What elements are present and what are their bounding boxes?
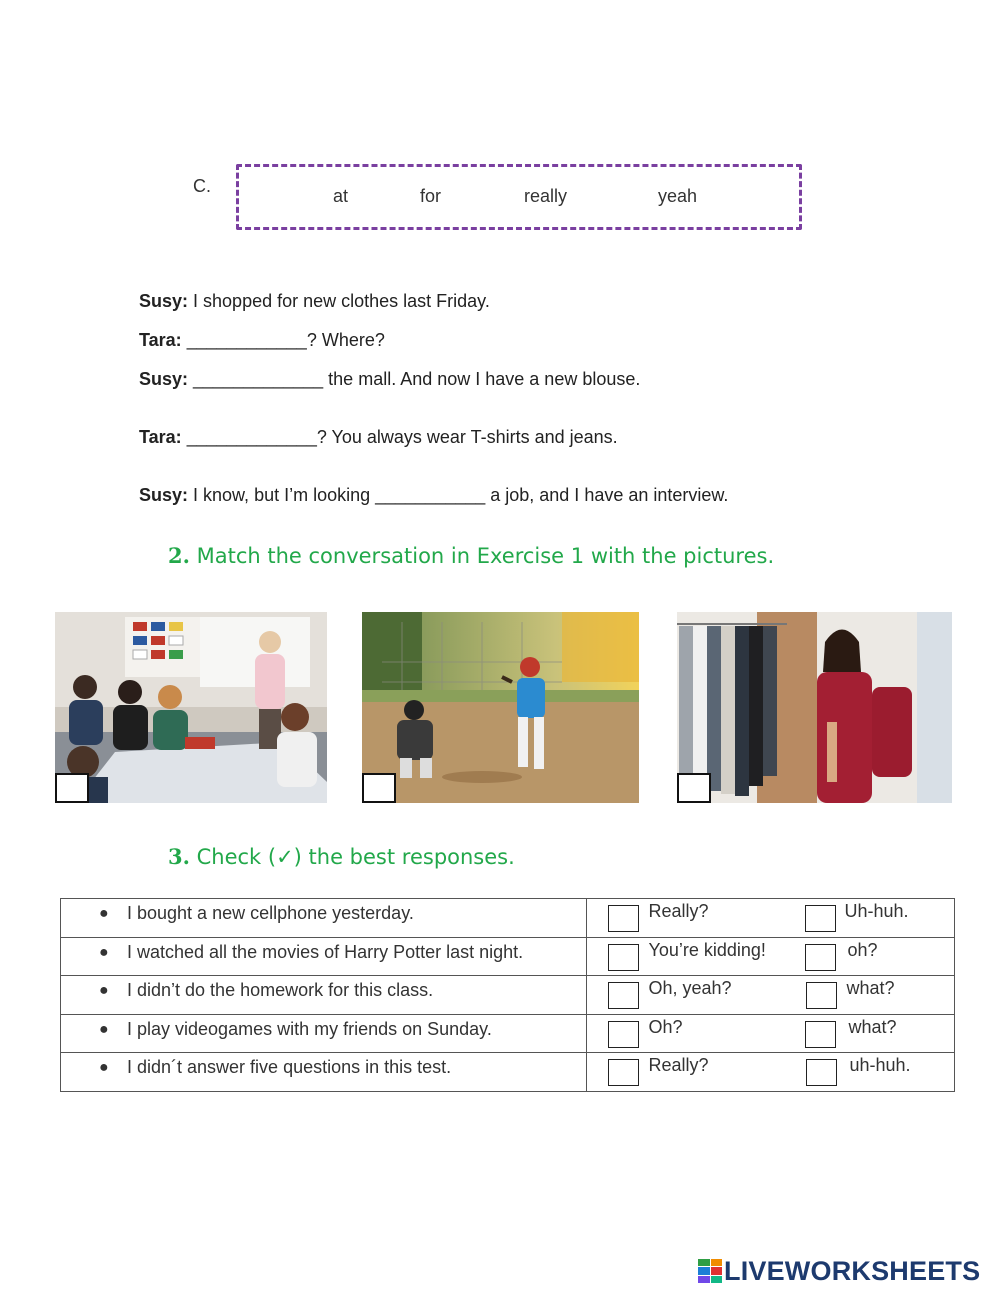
statement-text: I didn´t answer five questions in this test. [127, 1057, 452, 1078]
response-1-label: Oh? [648, 1016, 683, 1037]
response-1-checkbox[interactable] [608, 944, 639, 971]
bullet-icon: ● [99, 1020, 109, 1038]
response-1-checkbox[interactable] [608, 905, 639, 932]
logo-text: LIVEWORKSHEETS [724, 1255, 981, 1286]
section-c-label: C. [193, 176, 211, 196]
clothes-shop-picture [677, 612, 952, 803]
logo-grid-icon [698, 1259, 722, 1283]
response-1-checkbox[interactable] [608, 1059, 639, 1086]
classroom-image [55, 612, 327, 803]
word-bank-box [236, 164, 802, 230]
statement-cell [61, 937, 587, 976]
table-row [61, 1053, 955, 1092]
table-row [61, 1014, 955, 1053]
speaker: Susy: [139, 369, 189, 389]
response-cell [586, 976, 955, 1015]
speaker: Tara: [139, 330, 182, 350]
exercise-number: 2. [168, 543, 190, 568]
response-2-label: what? [848, 1016, 897, 1037]
response-1-label: You’re kidding! [648, 939, 766, 960]
dialogue-text[interactable]: ____________? Where? [181, 330, 385, 350]
bullet-icon: ● [99, 1059, 109, 1077]
response-2-checkbox[interactable] [806, 982, 837, 1009]
response-2-label: what? [846, 978, 895, 999]
exercise-instruction: Check (✓) the best responses. [189, 845, 515, 869]
statement-text: I didn’t do the homework for this class. [127, 980, 434, 1001]
response-1-checkbox[interactable] [608, 982, 639, 1009]
baseball-picture [362, 612, 639, 803]
table-row [61, 899, 955, 938]
response-2-checkbox[interactable] [805, 1021, 836, 1048]
dialogue-text[interactable]: I know, but I’m looking ___________ a job, and I have an interview. [188, 485, 729, 505]
picture-2-checkbox[interactable] [362, 773, 396, 803]
baseball-image [362, 612, 639, 803]
statement-text: I bought a new cellphone yesterday. [127, 903, 414, 923]
dialogue-text[interactable]: _____________? You always wear T-shirts and jeans. [181, 427, 618, 447]
response-2-label: Uh-huh. [844, 901, 909, 921]
clothes-shop-image [677, 612, 952, 803]
statement-cell [61, 1014, 587, 1053]
responses-table [60, 898, 955, 1092]
bullet-icon: ● [99, 943, 109, 961]
exercise-instruction: Match the conversation in Exercise 1 with the pictures. [189, 544, 775, 568]
dialogue-text: I shopped for new clothes last Friday. [188, 291, 490, 311]
bullet-icon: ● [99, 905, 109, 922]
response-2-label: oh? [847, 939, 878, 960]
word-bank-at: at [333, 186, 349, 206]
dialogue-line [139, 369, 640, 390]
table-row [61, 937, 955, 976]
dialogue-line [139, 427, 618, 448]
response-cell [586, 899, 955, 938]
response-1-label: Really? [648, 901, 709, 921]
speaker: Susy: [139, 485, 189, 505]
dialogue-line [139, 485, 728, 506]
dialogue-line [139, 330, 385, 351]
response-1-label: Really? [648, 1055, 709, 1076]
response-cell [586, 937, 955, 976]
word-bank-for: for [420, 186, 442, 206]
response-cell [586, 1053, 955, 1092]
bullet-icon: ● [99, 982, 109, 1000]
statement-cell [61, 976, 587, 1015]
exercise-2-heading [168, 543, 774, 568]
response-2-checkbox[interactable] [805, 944, 836, 971]
speaker: Susy: [139, 291, 189, 311]
statement-text: I watched all the movies of Harry Potter last night. [127, 941, 524, 962]
response-cell [586, 1014, 955, 1053]
dialogue-text[interactable]: _____________ the mall. And now I have a new blouse. [188, 369, 641, 389]
picture-1-checkbox[interactable] [55, 773, 89, 803]
classroom-picture [55, 612, 327, 803]
exercise-number: 3. [168, 844, 190, 869]
response-1-label: Oh, yeah? [648, 978, 732, 999]
table-row [61, 976, 955, 1015]
word-bank-really: really [524, 186, 568, 206]
response-2-label: uh-huh. [849, 1055, 911, 1076]
response-2-checkbox[interactable] [805, 905, 836, 932]
statement-cell [61, 1053, 587, 1092]
dialogue-line [139, 291, 490, 312]
speaker: Tara: [139, 427, 182, 447]
word-bank-yeah: yeah [658, 186, 698, 206]
liveworksheets-logo [698, 1256, 980, 1286]
picture-3-checkbox[interactable] [677, 773, 711, 803]
response-1-checkbox[interactable] [608, 1021, 639, 1048]
statement-text: I play videogames with my friends on Sunday. [127, 1018, 492, 1039]
response-2-checkbox[interactable] [806, 1059, 837, 1086]
statement-cell [61, 899, 587, 938]
exercise-3-heading [168, 844, 515, 869]
